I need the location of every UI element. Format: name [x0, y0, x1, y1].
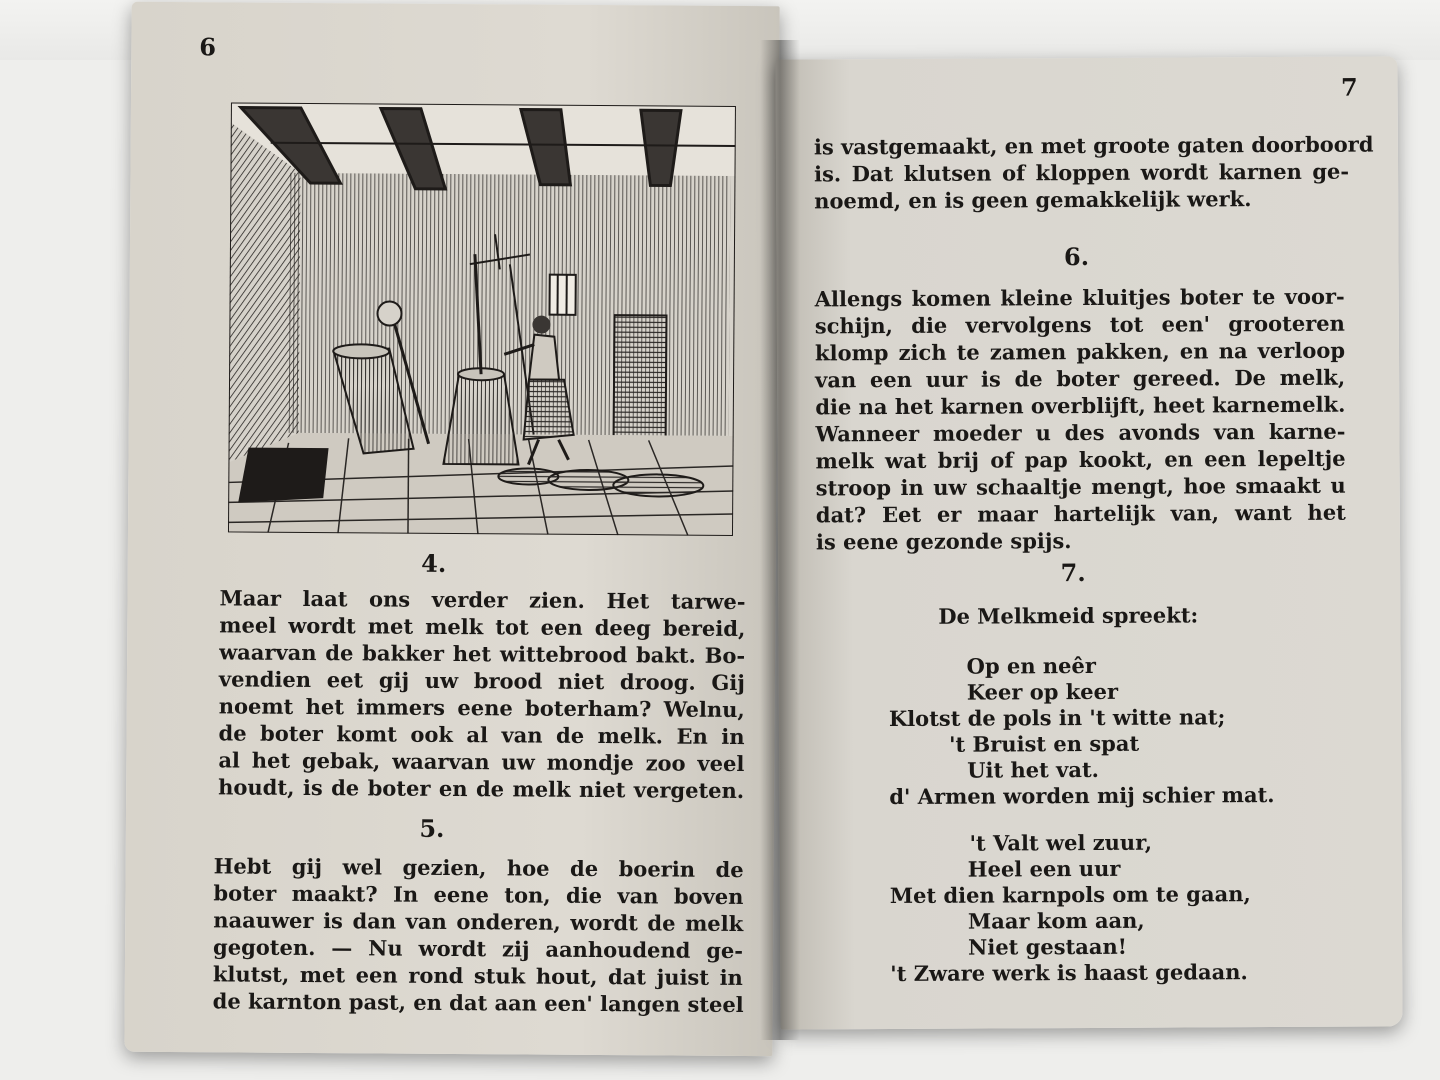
text-line: vendien eet gij uw brood niet droog. Gij — [218, 666, 746, 696]
text-line: boter maakt? In eene ton, die van boven — [213, 880, 744, 910]
section-number: 5. — [419, 813, 445, 843]
text-line: is vastgemaakt, en met groote gaten doorboord — [813, 131, 1374, 160]
poem-line: 't Zware werk is haast gedaan. — [890, 959, 1248, 987]
poem-line: Klotst de pols in 't witte nat; — [888, 704, 1226, 732]
text-line: klomp zich te zamen pakken, en na verloop — [814, 337, 1346, 366]
section-number: 6. — [1063, 241, 1090, 272]
poem-line: Heel een uur — [967, 855, 1121, 882]
text-line: meel wordt met melk tot een deeg bereid, — [219, 612, 746, 642]
poem-line: Keer op keer — [966, 678, 1119, 705]
text-line: gegoten. — Nu wordt zij aanhoudend ge- — [212, 934, 744, 964]
text-line: de boter komt ook al van de melk. En in — [218, 720, 745, 750]
poem-line: Niet gestaan! — [968, 933, 1127, 960]
book-gutter-shadow — [760, 40, 800, 1040]
text-line: is eene gezonde spijs. — [815, 528, 1072, 555]
text-line: houdt, is de boter en de melk niet vergeten. — [218, 774, 745, 804]
text-line: naauwer is dan van onderen, wordt de melk — [213, 907, 744, 937]
page-number-right: 7 — [1340, 72, 1358, 102]
text-line: noemd, en is geen gemakkelijk werk. — [814, 186, 1252, 214]
text-line: Maar laat ons verder zien. Het tarwe- — [219, 585, 746, 615]
text-line: is. Dat klutsen of kloppen wordt karnen ge- — [813, 158, 1350, 187]
text-line: Wanneer moeder u des avonds van karne- — [815, 418, 1346, 447]
poem-heading: De Melkmeid spreekt: — [938, 602, 1199, 629]
text-line: waarvan de bakker het wittebrood bakt. Bo- — [219, 639, 746, 669]
text-line: dat? Eet er maar hartelijk van, want het — [815, 499, 1346, 528]
poem-line: Op en neêr — [966, 652, 1096, 679]
text-line: die na het karnen overblijft, heet karnemelk. — [815, 391, 1346, 420]
poem-line: Uit het vat. — [967, 756, 1100, 783]
text-line: al het gebak, waarvan uw mondje zoo veel — [218, 747, 745, 777]
text-line: noemt het immers eene boterham? Welnu, — [218, 693, 745, 723]
poem-line: 't Bruist en spat — [948, 730, 1140, 757]
section-number: 4. — [421, 548, 447, 578]
page-number-left: 6 — [199, 32, 217, 62]
right-page — [775, 56, 1402, 1029]
poem-line: 't Valt wel zuur, — [969, 829, 1153, 856]
poem-line: Maar kom aan, — [967, 907, 1145, 934]
text-line: Allengs komen kleine kluitjes boter te voor- — [814, 283, 1345, 312]
poem-line: d' Armen worden mij schier mat. — [889, 782, 1275, 810]
poem-line: Met dien karnpols om te gaan, — [889, 881, 1251, 909]
text-line: van een uur is de boter gereed. De melk, — [815, 364, 1346, 393]
section-4-paragraph — [218, 584, 745, 804]
section-6-paragraph — [815, 283, 1346, 556]
text-line: de karnton past, en dat aan een' langen steel — [212, 988, 744, 1018]
left-page — [124, 2, 779, 1056]
text-line: Hebt gij wel gezien, hoe de boerin de — [213, 853, 744, 883]
butter-churning-engraving — [228, 102, 736, 536]
text-line: stroop in uw schaaltje mengt, hoe smaakt u — [815, 472, 1346, 501]
text-line: schijn, die vervolgens tot een' grooteren — [814, 310, 1345, 339]
text-line: klutst, met een rond stuk hout, dat juist in — [212, 961, 743, 991]
section-number: 7. — [1060, 558, 1086, 588]
text-line: melk wat brij of pap kookt, en een lepeltje — [815, 445, 1346, 474]
continuation-paragraph — [813, 131, 1374, 215]
section-5-paragraph — [213, 852, 744, 1018]
